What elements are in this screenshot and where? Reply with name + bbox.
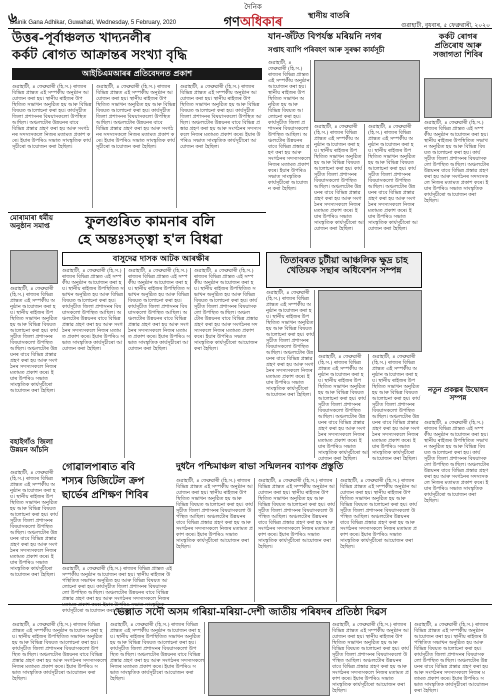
- bottom-headline: ভেল্লাত সদৌ অসম গৰিয়া-মৰিয়া-দেশী জাতীয় পৰিষদৰ প্ৰতিষ্ঠা দিৱস: [113, 607, 387, 618]
- masthead-small-title: দৈনিক: [244, 3, 262, 11]
- woman-photo: [10, 250, 58, 284]
- widow-body-col3: গুৱাহাটী, ৪ ফেব্ৰুৱাৰী (হি.স.) ৰাজ্যৰ বিভিন্ন প্ৰান্তত এই সম্পৰ্কীয় অনুষ্ঠান আয়োজন কৰা হয়। স্থানীয় ৰাইজৰ উপস্থিতিত সভাখন অনুষ্ঠিত হয় আৰু বিভিন্ন বিষয়ত আলোচনা কৰা হয়। কাৰ্যসূচীত জিলা প্ৰশাসনৰ বিষয়াসকলো উপস্থিত আছিল। অঞ্চলটোৰ উন্নয়নৰ বাবে বিভিন্ন প্ৰস্তাৱ গ্ৰহণ কৰা হয় আৰু সংগঠনৰ সদস্যসকলে নিজৰ মতামত প্ৰকাশ কৰে। ইয়াৰ উপৰিও সভাত সাংস্কৃতিক কাৰ্যসূচীৰো আয়োজন কৰা হৈছিল।: [194, 268, 258, 352]
- side-top-headline: কৰ্কট ৰোগৰ প্ৰতিৰোধ আৰু সজাগতা শিবিৰ: [433, 31, 483, 60]
- page-number: ৬: [8, 10, 18, 26]
- dudhnoi-body-col2: গুৱাহাটী, ৪ ফেব্ৰুৱাৰী (হি.স.) ৰাজ্যৰ বিভিন্ন প্ৰান্তত এই সম্পৰ্কীয় অনুষ্ঠান আয়োজন কৰা হয়। স্থানীয় ৰাইজৰ উপস্থিতিত সভাখন অনুষ্ঠিত হয় আৰু বিভিন্ন বিষয়ত আলোচনা কৰা হয়। কাৰ্যসূচীত জিলা প্ৰশাসনৰ বিষয়াসকলো উপস্থিত আছিল। অঞ্চলটোৰ উন্নয়নৰ বাবে বিভিন্ন প্ৰস্তাৱ গ্ৰহণ কৰা হয় আৰু সংগঠনৰ সদস্যসকলে নিজৰ মতামত প্ৰকাশ কৰে। ইয়াৰ উপৰিও সভাত সাংস্কৃতিক কাৰ্যসূচীৰো আয়োজন কৰা হৈছিল।: [258, 478, 337, 602]
- road-body-col3: গুৱাহাটী, ৪ ফেব্ৰুৱাৰী (হি.স.) ৰাজ্যৰ বিভিন্ন প্ৰান্তত এই সম্পৰ্কীয় অনুষ্ঠান আয়োজন কৰা হয়। স্থানীয় ৰাইজৰ উপস্থিতিত সভাখন অনুষ্ঠিত হয় আৰু বিভিন্ন বিষয়ত আলোচনা কৰা হয়। কাৰ্যসূচীত জিলা প্ৰশাসনৰ বিষয়াসকলো উপস্থিত আছিল। অঞ্চলটোৰ উন্নয়নৰ বাবে বিভিন্ন প্ৰস্তাৱ গ্ৰহণ কৰা হয় আৰু সংগঠনৰ সদস্যসকলে নিজৰ মতামত প্ৰকাশ কৰে। ইয়াৰ উপৰিও সভাত সাংস্কৃতিক কাৰ্যসূচীৰো আয়োজন কৰা হৈছিল।: [368, 124, 418, 232]
- dateline-english: Dainik Gana Adhikar, Guwahati, Wednesday, 5 February, 2020: [10, 20, 177, 26]
- masthead-logo: [183, 3, 323, 30]
- road-body-col2: গুৱাহাটী, ৪ ফেব্ৰুৱাৰী (হি.স.) ৰাজ্যৰ বিভিন্ন প্ৰান্তত এই সম্পৰ্কীয় অনুষ্ঠান আয়োজন কৰা হয়। স্থানীয় ৰাইজৰ উপস্থিতিত সভাখন অনুষ্ঠিত হয় আৰু বিভিন্ন বিষয়ত আলোচনা কৰা হয়। কাৰ্যসূচীত জিলা প্ৰশাসনৰ বিষয়াসকলো উপস্থিত আছিল। অঞ্চলটোৰ উন্নয়নৰ বাবে বিভিন্ন প্ৰস্তাৱ গ্ৰহণ কৰা হয় আৰু সংগঠনৰ সদস্যসকলে নিজৰ মতামত প্ৰকাশ কৰে। ইয়াৰ উপৰিও সভাত সাংস্কৃতিক কাৰ্যসূচীৰো আয়োজন কৰা হৈছিল।: [314, 124, 365, 248]
- right-small-headline: নতুন প্ৰকল্পৰ উদ্বোধন সম্পন্ন: [427, 385, 489, 403]
- cancer-body-col2: গুৱাহাটী, ৪ ফেব্ৰুৱাৰী (হি.স.) ৰাজ্যৰ বিভিন্ন প্ৰান্তত এই সম্পৰ্কীয় অনুষ্ঠান আয়োজন কৰা হয়। স্থানীয় ৰাইজৰ উপস্থিতিত সভাখন অনুষ্ঠিত হয় আৰু বিভিন্ন বিষয়ত আলোচনা কৰা হয়। কাৰ্যসূচীত জিলা প্ৰশাসনৰ বিষয়াসকলো উপস্থিত আছিল। অঞ্চলটোৰ উন্নয়নৰ বাবে বিভিন্ন প্ৰস্তাৱ গ্ৰহণ কৰা হয় আৰু সংগঠনৰ সদস্যসকলে নিজৰ মতামত প্ৰকাশ কৰে। ইয়াৰ উপৰিও সভাত সাংস্কৃতিক কাৰ্যসূচীৰো আয়োজন কৰা হৈছিল।: [96, 84, 177, 208]
- cancer-body-col3: গুৱাহাটী, ৪ ফেব্ৰুৱাৰী (হি.স.) ৰাজ্যৰ বিভিন্ন প্ৰান্তত এই সম্পৰ্কীয় অনুষ্ঠান আয়োজন কৰা হয়। স্থানীয় ৰাইজৰ উপস্থিতিত সভাখন অনুষ্ঠিত হয় আৰু বিভিন্ন বিষয়ত আলোচনা কৰা হয়। কাৰ্যসূচীত জিলা প্ৰশাসনৰ বিষয়াসকলো উপস্থিত আছিল। অঞ্চলটোৰ উন্নয়নৰ বাবে বিভিন্ন প্ৰস্তাৱ গ্ৰহণ কৰা হয় আৰু সংগঠনৰ সদস্যসকলে নিজৰ মতামত প্ৰকাশ কৰে। ইয়াৰ উপৰিও সভাত সাংস্কৃতিক কাৰ্যসূচীৰো আয়োজন কৰা হৈছিল।: [180, 84, 262, 150]
- road-photo: [314, 60, 420, 122]
- widow-headline-line1: ফুলগুৰিত কামনাৰ বলি: [85, 214, 215, 230]
- road-subhead: সপ্তাহ ব্যাপি পৰিবহণ আৰু সুৰক্ষা কাৰ্যসূচী: [268, 45, 385, 54]
- tea-body-col3: গুৱাহাটী, ৪ ফেব্ৰুৱাৰী (হি.স.) ৰাজ্যৰ বিভিন্ন প্ৰান্তত এই সম্পৰ্কীয় অনুষ্ঠান আয়োজন কৰা হয়। স্থানীয় ৰাইজৰ উপস্থিতিত সভাখন অনুষ্ঠিত হয় আৰু বিভিন্ন বিষয়ত আলোচনা কৰা হয়। কাৰ্যসূচীত জিলা প্ৰশাসনৰ বিষয়াসকলো উপস্থিত আছিল। অঞ্চলটোৰ উন্নয়নৰ বাবে বিভিন্ন প্ৰস্তাৱ গ্ৰহণ কৰা হয় আৰু সংগঠনৰ সদস্যসকলে নিজৰ মতামত প্ৰকাশ কৰে। ইয়াৰ উপৰিও সভাত সাংস্কৃতিক কাৰ্যসূচীৰো আয়োজন কৰা হৈছিল।: [372, 354, 420, 462]
- widow-subhead: বাসুদেৱ দাসক আটক আৰক্ষীৰ: [62, 252, 260, 266]
- tea-body-col1: গুৱাহাটী, ৪ ফেব্ৰুৱাৰী (হি.স.) ৰাজ্যৰ বিভিন্ন প্ৰান্তত এই সম্পৰ্কীয় অনুষ্ঠান আয়োজন কৰা হয়। স্থানীয় ৰাইজৰ উপস্থিতিত সভাখন অনুষ্ঠিত হয় আৰু বিভিন্ন বিষয়ত আলোচনা কৰা হয়। কাৰ্যসূচীত জিলা প্ৰশাসনৰ বিষয়াসকলো উপস্থিত আছিল। অঞ্চলটোৰ উন্নয়নৰ বাবে বিভিন্ন প্ৰস্তাৱ গ্ৰহণ কৰা হয় আৰু সংগঠনৰ সদস্যসকলে নিজৰ মতামত প্ৰকাশ কৰে। ইয়াৰ উপৰিও সভাত সাংস্কৃতিক কাৰ্যসূচীৰো আয়োজন কৰা হৈছিল।: [266, 290, 315, 458]
- widow-body-col2: গুৱাহাটী, ৪ ফেব্ৰুৱাৰী (হি.স.) ৰাজ্যৰ বিভিন্ন প্ৰান্তত এই সম্পৰ্কীয় অনুষ্ঠান আয়োজন কৰা হয়। স্থানীয় ৰাইজৰ উপস্থিতিত সভাখন অনুষ্ঠিত হয় আৰু বিভিন্ন বিষয়ত আলোচনা কৰা হয়। কাৰ্যসূচীত জিলা প্ৰশাসনৰ বিষয়াসকলো উপস্থিত আছিল। অঞ্চলটোৰ উন্নয়নৰ বাবে বিভিন্ন প্ৰস্তাৱ গ্ৰহণ কৰা হয় আৰু সংগঠনৰ সদস্যসকলে নিজৰ মতামত প্ৰকাশ কৰে। ইয়াৰ উপৰিও সভাত সাংস্কৃতিক কাৰ্যসূচীৰো আয়োজন কৰা হৈছিল।: [128, 268, 191, 458]
- road-body-col1: গুৱাহাটী, ৪ ফেব্ৰুৱাৰী (হি.স.) ৰাজ্যৰ বিভিন্ন প্ৰান্তত এই সম্পৰ্কীয় অনুষ্ঠান আয়োজন কৰা হয়। স্থানীয় ৰাইজৰ উপস্থিতিত সভাখন অনুষ্ঠিত হয় আৰু বিভিন্ন বিষয়ত আলোচনা কৰা হয়। কাৰ্যসূচীত জিলা প্ৰশাসনৰ বিষয়াসকলো উপস্থিত আছিল। অঞ্চলটোৰ উন্নয়নৰ বাবে বিভিন্ন প্ৰস্তাৱ গ্ৰহণ কৰা হয় আৰু সংগঠনৰ সদস্যসকলে নিজৰ মতামত প্ৰকাশ কৰে। ইয়াৰ উপৰিও সভাত সাংস্কৃতিক কাৰ্যসূচীৰো আয়োজন কৰা হৈছিল।: [268, 60, 311, 248]
- bottom-body-col1: গুৱাহাটী, ৪ ফেব্ৰুৱাৰী (হি.স.) ৰাজ্যৰ বিভিন্ন প্ৰান্তত এই সম্পৰ্কীয় অনুষ্ঠান আয়োজন কৰা হয়। স্থানীয় ৰাইজৰ উপস্থিতিত সভাখন অনুষ্ঠিত হয় আৰু বিভিন্ন বিষয়ত আলোচনা কৰা হয়। কাৰ্যসূচীত জিলা প্ৰশাসনৰ বিষয়াসকলো উপস্থিত আছিল। অঞ্চলটোৰ উন্নয়নৰ বাবে বিভিন্ন প্ৰস্তাৱ গ্ৰহণ কৰা হয় আৰু সংগঠনৰ সদস্যসকলে নিজৰ মতামত প্ৰকাশ কৰে। ইয়াৰ উপৰিও সভাত সাংস্কৃতিক কাৰ্যসূচীৰো আয়োজন কৰা হৈছিল।: [12, 622, 107, 694]
- cancer-body-col1: গুৱাহাটী, ৪ ফেব্ৰুৱাৰী (হি.স.) ৰাজ্যৰ বিভিন্ন প্ৰান্তত এই সম্পৰ্কীয় অনুষ্ঠান আয়োজন কৰা হয়। স্থানীয় ৰাইজৰ উপস্থিতিত সভাখন অনুষ্ঠিত হয় আৰু বিভিন্ন বিষয়ত আলোচনা কৰা হয়। কাৰ্যসূচীত জিলা প্ৰশাসনৰ বিষয়াসকলো উপস্থিত আছিল। অঞ্চলটোৰ উন্নয়নৰ বাবে বিভিন্ন প্ৰস্তাৱ গ্ৰহণ কৰা হয় আৰু সংগঠনৰ সদস্যসকলে নিজৰ মতামত প্ৰকাশ কৰে। ইয়াৰ উপৰিও সভাত সাংস্কৃতিক কাৰ্যসূচীৰো আয়োজন কৰা হৈছিল।: [12, 84, 93, 208]
- masthead-rule: [8, 28, 492, 29]
- tea-headline-box: [266, 252, 422, 288]
- cancer-subhead: আইচিএমআৰৰ প্ৰতিবেদনত প্ৰকাশ: [12, 68, 262, 80]
- widow-body-col1: গুৱাহাটী, ৪ ফেব্ৰুৱাৰী (হি.স.) ৰাজ্যৰ বিভিন্ন প্ৰান্তত এই সম্পৰ্কীয় অনুষ্ঠান আয়োজন কৰা হয়। স্থানীয় ৰাইজৰ উপস্থিতিত সভাখন অনুষ্ঠিত হয় আৰু বিভিন্ন বিষয়ত আলোচনা কৰা হয়। কাৰ্যসূচীত জিলা প্ৰশাসনৰ বিষয়াসকলো উপস্থিত আছিল। অঞ্চলটোৰ উন্নয়নৰ বাবে বিভিন্ন প্ৰস্তাৱ গ্ৰহণ কৰা হয় আৰু সংগঠনৰ সদস্যসকলে নিজৰ মতামত প্ৰকাশ কৰে। ইয়াৰ উপৰিও সভাত সাংস্কৃতিক কাৰ্যসূচীৰো আয়োজন কৰা হৈছিল।: [62, 268, 125, 458]
- goalpara-headline-line3: ছাৰ্ভেৰ প্ৰশিক্ষণ শিবিৰ: [62, 490, 149, 501]
- brand-part2: অধিকাৰ: [239, 15, 283, 30]
- widow-headline-line2: হে অন্তঃসত্ত্বা হ'ল বিধৱা: [77, 232, 223, 248]
- section-label: স্থানীয় বাতৰি: [308, 11, 350, 20]
- goalpara-body: গুৱাহাটী, ৪ ফেব্ৰুৱাৰী (হি.স.) ৰাজ্যৰ বিভিন্ন প্ৰান্তত এই সম্পৰ্কীয় অনুষ্ঠান আয়োজন কৰা হয়। স্থানীয় ৰাইজৰ উপস্থিতিত সভাখন অনুষ্ঠিত হয় আৰু বিভিন্ন বিষয়ত আলোচনা কৰা হয়। কাৰ্যসূচীত জিলা প্ৰশাসনৰ বিষয়াসকলো উপস্থিত আছিল। অঞ্চলটোৰ উন্নয়নৰ বাবে বিভিন্ন প্ৰস্তাৱ গ্ৰহণ কৰা হয় আৰু সংগঠনৰ সদস্যসকলে নিজৰ মতামত প্ৰকাশ কৰে। ইয়াৰ উপৰিও সভাত সাংস্কৃতিক কাৰ্যসূচীৰো আয়োজন কৰা হৈছিল।: [62, 566, 172, 614]
- bottom-photo: [208, 622, 330, 696]
- tea-body-col2: গুৱাহাটী, ৪ ফেব্ৰুৱাৰী (হি.স.) ৰাজ্যৰ বিভিন্ন প্ৰান্তত এই সম্পৰ্কীয় অনুষ্ঠান আয়োজন কৰা হয়। স্থানীয় ৰাইজৰ উপস্থিতিত সভাখন অনুষ্ঠিত হয় আৰু বিভিন্ন বিষয়ত আলোচনা কৰা হয়। কাৰ্যসূচীত জিলা প্ৰশাসনৰ বিষয়াসকলো উপস্থিত আছিল। অঞ্চলটোৰ উন্নয়নৰ বাবে বিভিন্ন প্ৰস্তাৱ গ্ৰহণ কৰা হয় আৰু সংগঠনৰ সদস্যসকলে নিজৰ মতামত প্ৰকাশ কৰে। ইয়াৰ উপৰিও সভাত সাংস্কৃতিক কাৰ্যসূচীৰো আয়োজন কৰা হৈছিল।: [318, 354, 368, 462]
- dudhnoi-headline: দুধনৈ পশ্চিমাঞ্চল ৰাভা সন্মিলনৰ ব্যাপক প্ৰস্তুতি: [176, 462, 344, 472]
- tea-photo: [318, 290, 422, 352]
- bottom-body-col3: গুৱাহাটী, ৪ ফেব্ৰুৱাৰী (হি.স.) ৰাজ্যৰ বিভিন্ন প্ৰান্তত এই সম্পৰ্কীয় অনুষ্ঠান আয়োজন কৰা হয়। স্থানীয় ৰাইজৰ উপস্থিতিত সভাখন অনুষ্ঠিত হয় আৰু বিভিন্ন বিষয়ত আলোচনা কৰা হয়। কাৰ্যসূচীত জিলা প্ৰশাসনৰ বিষয়াসকলো উপস্থিত আছিল। অঞ্চলটোৰ উন্নয়নৰ বাবে বিভিন্ন প্ৰস্তাৱ গ্ৰহণ কৰা হয় আৰু সংগঠনৰ সদস্যসকলে নিজৰ মতামত প্ৰকাশ কৰে। ইয়াৰ উপৰিও সভাত সাংস্কৃতিক কাৰ্যসূচীৰো আয়োজন কৰা হৈছিল।: [332, 622, 411, 694]
- road-headline: যান-জঁটত বিপৰ্যস্ত মৰিয়নি নগৰ: [268, 32, 382, 42]
- tea-headline-line1: তিতাবৰত চুটীয়া আঞ্চলিক ক্ষুদ্ৰ চাহ: [280, 256, 408, 266]
- woman-side-body: গুৱাহাটী, ৪ ফেব্ৰুৱাৰী (হি.স.) ৰাজ্যৰ বিভিন্ন প্ৰান্তত এই সম্পৰ্কীয় অনুষ্ঠান আয়োজন কৰা হয়। স্থানীয় ৰাইজৰ উপস্থিতিত সভাখন অনুষ্ঠিত হয় আৰু বিভিন্ন বিষয়ত আলোচনা কৰা হয়। কাৰ্যসূচীত জিলা প্ৰশাসনৰ বিষয়াসকলো উপস্থিত আছিল। অঞ্চলটোৰ উন্নয়নৰ বাবে বিভিন্ন প্ৰস্তাৱ গ্ৰহণ কৰা হয় আৰু সংগঠনৰ সদস্যসকলে নিজৰ মতামত প্ৰকাশ কৰে। ইয়াৰ উপৰিও সভাত সাংস্কৃতিক কাৰ্যসূচীৰো আয়োজন কৰা হৈছিল।: [10, 286, 58, 394]
- dateline-assamese: গুৱাহাটী, বুধবাৰ, ৫ ফেব্ৰুৱাৰী, ২০২০: [401, 23, 490, 29]
- bottom-body-col4: গুৱাহাটী, ৪ ফেব্ৰুৱাৰী (হি.স.) ৰাজ্যৰ বিভিন্ন প্ৰান্তত এই সম্পৰ্কীয় অনুষ্ঠান আয়োজন কৰা হয়। স্থানীয় ৰাইজৰ উপস্থিতিত সভাখন অনুষ্ঠিত হয় আৰু বিভিন্ন বিষয়ত আলোচনা কৰা হয়। কাৰ্যসূচীত জিলা প্ৰশাসনৰ বিষয়াসকলো উপস্থিত আছিল। অঞ্চলটোৰ উন্নয়নৰ বাবে বিভিন্ন প্ৰস্তাৱ গ্ৰহণ কৰা হয় আৰু সংগঠনৰ সদস্যসকলে নিজৰ মতামত প্ৰকাশ কৰে। ইয়াৰ উপৰিও সভাত সাংস্কৃতিক কাৰ্যসূচীৰো আয়োজন কৰা হৈছিল।: [414, 622, 489, 694]
- brand-part1: গণ: [223, 15, 240, 30]
- dudhnoi-body-col1: গুৱাহাটী, ৪ ফেব্ৰুৱাৰী (হি.স.) ৰাজ্যৰ বিভিন্ন প্ৰান্তত এই সম্পৰ্কীয় অনুষ্ঠান আয়োজন কৰা হয়। স্থানীয় ৰাইজৰ উপস্থিতিত সভাখন অনুষ্ঠিত হয় আৰু বিভিন্ন বিষয়ত আলোচনা কৰা হয়। কাৰ্যসূচীত জিলা প্ৰশাসনৰ বিষয়াসকলো উপস্থিত আছিল। অঞ্চলটোৰ উন্নয়নৰ বাবে বিভিন্ন প্ৰস্তাৱ গ্ৰহণ কৰা হয় আৰু সংগঠনৰ সদস্যসকলে নিজৰ মতামত প্ৰকাশ কৰে। ইয়াৰ উপৰিও সভাত সাংস্কৃতিক কাৰ্যসূচীৰো আয়োজন কৰা হৈছিল।: [176, 478, 255, 602]
- goalpara-headline-line1: গোৱালপাৰাত ৰবি: [62, 462, 135, 473]
- small-left-body: গুৱাহাটী, ৪ ফেব্ৰুৱাৰী (হি.স.) ৰাজ্যৰ বিভিন্ন প্ৰান্তত এই সম্পৰ্কীয় অনুষ্ঠান আয়োজন কৰা হয়। স্থানীয় ৰাইজৰ উপস্থিতিত সভাখন অনুষ্ঠিত হয় আৰু বিভিন্ন বিষয়ত আলোচনা কৰা হয়। কাৰ্যসূচীত জিলা প্ৰশাসনৰ বিষয়াসকলো উপস্থিত আছিল। অঞ্চলটোৰ উন্নয়নৰ বাবে বিভিন্ন প্ৰস্তাৱ গ্ৰহণ কৰা হয় আৰু সংগঠনৰ সদস্যসকলে নিজৰ মতামত প্ৰকাশ কৰে। ইয়াৰ উপৰিও সভাত সাংস্কৃতিক কাৰ্যসূচীৰো আয়োজন কৰা হৈছিল।: [10, 470, 58, 578]
- goalpara-headline-line2: শস্যৰ ডিজিটেল ক্ৰপ: [62, 476, 145, 487]
- bottom-rule: [8, 604, 492, 605]
- woman-side-headline: মোৰামাৰা ধৰ্মীয় অনুষ্ঠান সমাপ্ত: [10, 213, 53, 231]
- dudhnoi-body-col3: গুৱাহাটী, ৪ ফেব্ৰুৱাৰী (হি.স.) ৰাজ্যৰ বিভিন্ন প্ৰান্তত এই সম্পৰ্কীয় অনুষ্ঠান আয়োজন কৰা হয়। স্থানীয় ৰাইজৰ উপস্থিতিত সভাখন অনুষ্ঠিত হয় আৰু বিভিন্ন বিষয়ত আলোচনা কৰা হয়। কাৰ্যসূচীত জিলা প্ৰশাসনৰ বিষয়াসকলো উপস্থিত আছিল। অঞ্চলটোৰ উন্নয়নৰ বাবে বিভিন্ন প্ৰস্তাৱ গ্ৰহণ কৰা হয় আৰু সংগঠনৰ সদস্যসকলে নিজৰ মতামত প্ৰকাশ কৰে। ইয়াৰ উপৰিও সভাত সাংস্কৃতিক কাৰ্যসূচীৰো আয়োজন কৰা হৈছিল।: [340, 478, 417, 550]
- goalpara-photo: [62, 506, 174, 564]
- bottom-body-col2: গুৱাহাটী, ৪ ফেব্ৰুৱাৰী (হি.স.) ৰাজ্যৰ বিভিন্ন প্ৰান্তত এই সম্পৰ্কীয় অনুষ্ঠান আয়োজন কৰা হয়। স্থানীয় ৰাইজৰ উপস্থিতিত সভাখন অনুষ্ঠিত হয় আৰু বিভিন্ন বিষয়ত আলোচনা কৰা হয়। কাৰ্যসূচীত জিলা প্ৰশাসনৰ বিষয়াসকলো উপস্থিত আছিল। অঞ্চলটোৰ উন্নয়নৰ বাবে বিভিন্ন প্ৰস্তাৱ গ্ৰহণ কৰা হয় আৰু সংগঠনৰ সদস্যসকলে নিজৰ মতামত প্ৰকাশ কৰে। ইয়াৰ উপৰিও সভাত সাংস্কৃতিক কাৰ্যসূচীৰো আয়োজন কৰা হৈছিল।: [110, 622, 205, 694]
- tea-headline-line2: খেতিয়ক সন্থাৰ অধিবেশন সম্পন্ন: [286, 266, 402, 277]
- small-left-headline: বহাইগাঁও জিলা উন্নয়ন আঁচনি: [10, 437, 53, 455]
- side-top-body: গুৱাহাটী, ৪ ফেব্ৰুৱাৰী (হি.স.) ৰাজ্যৰ বিভিন্ন প্ৰান্তত এই সম্পৰ্কীয় অনুষ্ঠান আয়োজন কৰা হয়। স্থানীয় ৰাইজৰ উপস্থিতিত সভাখন অনুষ্ঠিত হয় আৰু বিভিন্ন বিষয়ত আলোচনা কৰা হয়। কাৰ্যসূচীত জিলা প্ৰশাসনৰ বিষয়াসকলো উপস্থিত আছিল। অঞ্চলটোৰ উন্নয়নৰ বাবে বিভিন্ন প্ৰস্তাৱ গ্ৰহণ কৰা হয় আৰু সংগঠনৰ সদস্যসকলে নিজৰ মতামত প্ৰকাশ কৰে। ইয়াৰ উপৰিও সভাত সাংস্কৃতিক কাৰ্যসূচীৰো আয়োজন কৰা হৈছিল।: [424, 120, 489, 204]
- cancer-headline-line1: উত্তৰ-পূৰ্বাঞ্চলত খাদ্যনলীৰ: [12, 31, 151, 46]
- cancer-headline-line2: কৰ্কট ৰোগত আক্ৰান্তৰ সংখ্যা বৃদ্ধি: [12, 48, 187, 63]
- side-top-photo: [424, 78, 492, 118]
- right-small-body: গুৱাহাটী, ৪ ফেব্ৰুৱাৰী (হি.স.) ৰাজ্যৰ বিভিন্ন প্ৰান্তত এই সম্পৰ্কীয় অনুষ্ঠান আয়োজন কৰা হয়। স্থানীয় ৰাইজৰ উপস্থিতিত সভাখন অনুষ্ঠিত হয় আৰু বিভিন্ন বিষয়ত আলোচনা কৰা হয়। কাৰ্যসূচীত জিলা প্ৰশাসনৰ বিষয়াসকলো উপস্থিত আছিল। অঞ্চলটোৰ উন্নয়নৰ বাবে বিভিন্ন প্ৰস্তাৱ গ্ৰহণ কৰা হয় আৰু সংগঠনৰ সদস্যসকলে নিজৰ মতামত প্ৰকাশ কৰে। ইয়াৰ উপৰিও সভাত সাংস্কৃতিক কাৰ্যসূচীৰো আয়োজন কৰা হৈছিল।: [424, 420, 489, 504]
